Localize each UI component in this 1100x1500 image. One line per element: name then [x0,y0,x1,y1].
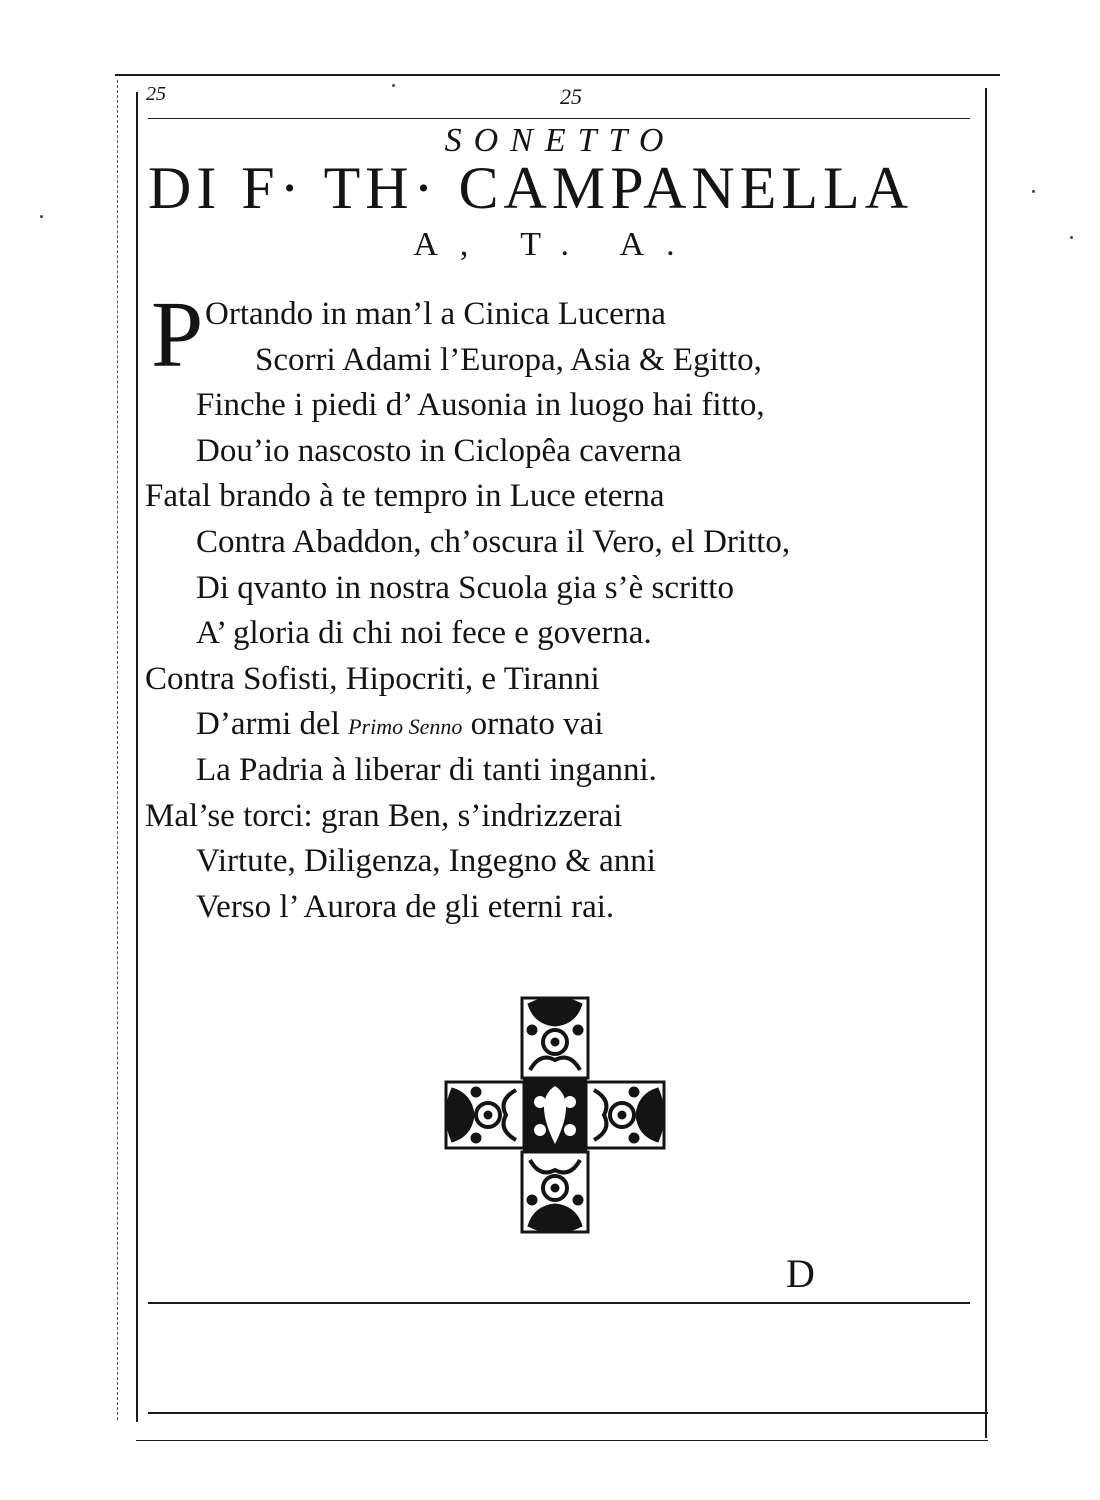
page-frame-bottom-rule [148,1412,988,1414]
verse-line-3 [145,383,975,429]
page-frame-top-rule [115,74,1000,76]
verse-text: Contra Sofisti, Hipocriti, e Tiranni [145,660,600,697]
verse-line-4 [145,429,975,475]
verse-text: A’ gloria di chi noi fece e governa. [196,615,652,652]
verse-line-14 [145,885,975,931]
verse-text: Fatal brando à te tempro in Luce eterna [145,478,665,515]
verse-line-10 [145,702,975,748]
verse-text: Dou’io nascosto in Ciclopêa caverna [196,432,682,469]
sonnet-body [145,283,975,930]
heading-author: DI F· TH· CAMPANELLA [148,155,914,221]
speck [392,84,395,87]
verse-text: Di qvanto in nostra Scuola gia s’è scritto [196,569,734,606]
speck [1070,236,1073,239]
verse-text: Ortando in man’l a Cinica Lucerna [205,296,666,332]
speck [40,215,43,218]
verse-line-6 [145,520,975,566]
verse-line-12 [145,794,975,840]
drop-cap: P [151,283,204,387]
verse-line-8 [145,611,975,657]
page-frame-left-outer-rule [117,80,118,1420]
page-frame-left-rule [136,92,138,1422]
verse-italic-phrase: Primo Senno [348,714,463,740]
folio-number-center: 25 [560,84,582,109]
verse-line-9 [145,657,975,703]
verse-text: Finche i piedi d’ Ausonia in luogo hai fitto, [196,387,765,424]
verse-text: Contra Abaddon, ch’oscura il Vero, el Dritto, [196,523,791,560]
verse-line-7 [145,566,975,612]
page-frame-bottom-outer-rule [136,1440,988,1441]
verse-text: Verso l’ Aurora de gli eterni rai. [196,888,615,925]
folio-number-left: 25 [146,83,166,105]
heading-sonetto: SONETTO [444,122,676,159]
footer-rule [148,1302,970,1304]
page-frame-right-rule [985,88,987,1438]
speck [1032,190,1035,193]
verse-text: La Padria à liberar di tanti inganni. [196,751,657,788]
verse-text: D’armi del [196,706,340,743]
heading-dedication: A, T. A. [413,226,697,263]
verse-line-13 [145,839,975,885]
verse-line-2 [145,338,975,384]
verse-text: Scorri Adami l’Europa, Asia & Egitto, [255,341,762,378]
signature-mark: D [786,1251,815,1296]
fleuron-cross-ornament-icon [440,990,670,1240]
verse-text-tail: ornato vai [462,706,604,743]
verse-line-5 [145,474,975,520]
header-rule [148,118,970,119]
verse-text: Mal’se torci: gran Ben, s’indrizzerai [145,797,623,834]
verse-text: Virtute, Diligenza, Ingegno & anni [196,843,656,880]
verse-line-11 [145,748,975,794]
